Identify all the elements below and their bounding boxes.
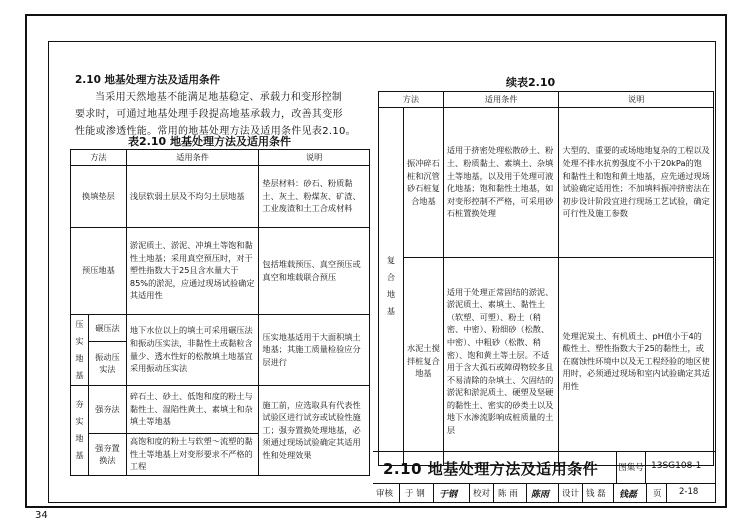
designer-signature: 钱磊 [619,490,638,500]
note-cell: 压实地基适用于大面积填土地基；其施工质量检验应分层进行 [259,314,370,385]
header-method: 方法 [379,92,444,108]
note-cell: 包括堆载预压、真空预压或真空和堆载联合预压 [259,227,370,314]
header-condition: 适用条件 [126,150,259,166]
method-cell: 碾压法 [88,314,126,341]
continued-table [378,91,714,466]
page-label: 页 [653,489,662,499]
section-title: 2.10 地基处理方法及适用条件 [75,74,221,86]
intro-line: 要求时，可通过地基处理手段提高地基承载力，改善其变形 [75,109,343,120]
header-method: 方法 [71,150,127,166]
table-row [71,227,370,314]
group-cell: 压 实 地 基 [71,314,89,385]
title-block [373,451,716,503]
condition-cell: 适用于处理正常固结的淤泥、淤泥质土、素填土、黏性土（软塑、可塑）、粉土（稍密、中密）、粉细砂（松散、中密）、中粗砂（松散、稍密）、饱和黄土等土层。不适用于含大孤石或障碍物较多且不易清除的杂填土、欠固结的淤泥和淤泥质土、硬塑及坚硬的黏性土、密实的砂类土以及地下水渗流影响成桩质量的土层 [443,257,559,465]
design-label: 设计 [562,489,580,499]
condition-cell: 浅层软弱土层及不均匀土层地基 [126,165,259,227]
table-row [379,257,714,465]
method-cell: 水泥土搅拌桩复合地基 [403,257,443,465]
table-row [71,385,370,433]
continued-table-title: 续表2.10 [506,76,556,89]
intro-line: 当采用天然地基不能满足地基稳定、承载力和变形控制 [95,92,343,103]
method-cell: 强夯置换法 [88,433,126,475]
method-cell: 振动压实法 [88,342,126,386]
note-cell: 施工前，应选取具有代表性试验区进行试夯或试验性施工；强夯置换处理地基，必须通过现场试验确定其适用性和处理效果 [259,385,370,475]
table-row [71,314,370,341]
table-header-row [379,92,714,108]
table-header-row [71,150,370,166]
header-condition: 适用条件 [443,92,559,108]
condition-cell: 高饱和度的粉土与软塑～流塑的黏性土等地基上对变形要求不严格的工程 [126,433,259,475]
condition-cell: 地下水位以上的填土可采用碾压法和振动压实法，非黏性土或黏粒含量少、透水性好的松散填土地基宜采用振动压实法 [126,314,259,385]
checker-name: 陈 雨 [498,489,518,499]
page-number: 34 [35,510,48,521]
check-label: 校对 [473,489,491,499]
method-cell: 换填垫层 [71,165,127,227]
method-table [70,149,370,476]
table-row [71,165,370,227]
intro-line: 性能或渗透性能。常用的地基处理方法及适用条件见表2.10。 [75,126,356,137]
reviewer-name: 于 钢 [405,489,425,499]
review-label: 审核 [376,489,394,499]
title-block-main-row [373,452,716,484]
note-cell: 大型的、重要的或场地地复杂的工程以及处理不排水抗剪强度不小于20kPa的饱和黏性土和饱和黄土地基，应先通过现场试验确定适用性；不加填料振冲挤密法在初步设计阶段宜进行现场工艺试验，确定可行性及施工参数 [559,107,714,257]
method-cell: 振冲碎石桩和沉管砂石桩复合地基 [403,107,443,257]
condition-cell: 淤泥质土、淤泥、冲填土等饱和黏性土地基；采用真空预压时，对于塑性指数大于25且含水量大于85%的淤泥，应通过现场试验确定其适用性 [126,227,259,314]
method-cell: 预压地基 [71,227,127,314]
note-cell: 垫层材料：砂石、粉质黏土、灰土、粉煤灰、矿渣、工业废渣和土工合成材料 [259,165,370,227]
reviewer-signature: 于钢 [439,490,458,500]
designer-name: 钱 磊 [586,489,606,499]
table-title: 表2.10 地基处理方法及适用条件 [128,135,291,148]
atlas-number: 13SG108-1 [651,461,702,471]
checker-signature: 陈雨 [531,490,550,500]
drawing-title: 2.10 地基处理方法及适用条件 [383,460,599,478]
header-note: 说明 [259,150,370,166]
drawing-page-number: 2-18 [679,487,699,497]
method-cell: 强夯法 [88,385,126,433]
group-cell: 复 合 地 基 [379,107,404,465]
note-cell: 处理泥炭土、有机质土、pH值小于4的酸性土、塑性指数大于25的黏性土，或在腐蚀性环境中以及无工程经验的地区使用时，必须通过现场和室内试验确定其适用性 [559,257,714,465]
table-row [379,107,714,257]
signature-row [373,484,716,502]
header-note: 说明 [559,92,714,108]
condition-cell: 适用于挤密处理松散砂土、粉土、粉质黏土、素填土、杂填土等地基，以及用于处理可液化地基；饱和黏性土地基，如对变形控制不严格，可采用砂石桩置换处理 [443,107,559,257]
atlas-label: 图集号 [616,452,646,484]
group-cell: 夯 实 地 基 [71,385,89,475]
condition-cell: 碎石土、砂土、低饱和度的粉土与黏性土、湿陷性黄土、素填土和杂填土等地基 [126,385,259,433]
